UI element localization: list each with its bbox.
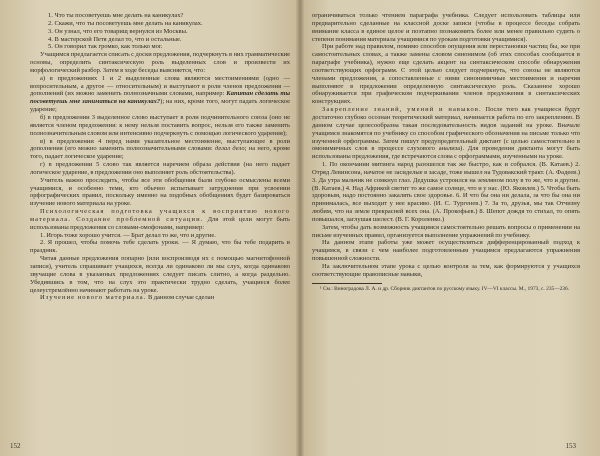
paragraph: При работе над правилом, помимо способов опущения или перестановки частиц бы, же при самостоятельных словах, а также замены словом синонимом (об этих способах сообщается в параграфе учебника), нужно еще сделать акцент на синтаксическом способе обнаружения соответствующих орфограмм. С этой целью следует подчеркнуть, что союзы не являются членами предложения, а сопоставленные с ними синонимичные местоимения и наречия выполняют в предложении определенную синтаксическую роль. Сказанное хорошо обнаруживается при графическом подчеркивании членов предложения в синтаксических конструкциях.: [312, 43, 580, 106]
list-item: 3. Он узнал, что его товарищ вернулся из Москвы.: [48, 27, 188, 35]
paragraph: Затем, чтобы дать возможность учащимся самостоятельно решать вопросы о применении на письме изученных правил, организуется выполнение упражнений по учебнику.: [312, 223, 580, 239]
footnote-divider: [312, 283, 382, 284]
book-gutter: [296, 0, 304, 456]
list-item: 4. В мастерской Петя делал то, что и остальные.: [48, 35, 182, 43]
paragraph: Учащимся предлагается списать с доски предложения, подчеркнуть в них грамматические основы, определить синтаксическую роль выделенных слов и произвести их морфологический разбор. Затем в ходе беседы выясняется, что:: [30, 51, 290, 74]
list-item: 2. Скажи, что ты посоветуешь мне делать на каникулах.: [48, 19, 203, 27]
example-sentence: 2. Я прошел, чтобы помочь тебе сделать уроки. — Я думаю, что бы тебе подарить в праздник.: [30, 239, 290, 255]
page-number: 152: [10, 442, 21, 450]
dictation-text: 1. По окончании митинга народ разошелся так же быстро, как и собрался. (В. Катаев.) 2. Отряд Левинсона, начатое не засиделые в засаде, тоже вышел на Тудовакский тракт. (А. Фадеев.) 3. Да утра мальчик не сомкнул глаз. Дедушка устроился на земляном полу в то же, что и другие. (В. Катаев.) 4. Над Африкой светит то же самое солнце, что и у нас. (Ю. Яковлев.) 5. Чтобы быть здоровым, надо постоянно закалять свое здоровье. 6. И что бы она ни делала, за что бы она ни принималась, все выходит у нее красиво. (И. С. Тургенев.) 7. За то, друзья, мы так Отчизну любим, что на земле прекрасней всех она. (А. Прокофьев.) 8. Шепот дождя то стихал, то опять повышался, заглушая шелест. (В. Г. Короленко.): [312, 161, 580, 223]
example-sentence: 1. Игорь тоже хорошо учится. — Брат делал то же, что и другие.: [40, 231, 216, 239]
paragraph-text: После того как учащиеся будут достаточно глубоко осознан теоретический материал, начинается работа по его закреплению. В данном случае целесообразна такая последовательность видов заданий на уроке. Вначале учащимся знакомятся по учебнику со способом графического обозначения на письме только что изученной орфограммы. Затем пишут предупредительный диктант (с целью самостоятельно в омонимичных слов в процессе слухового анализа). Для проведения диктанта могут быть использованы предложения, где встречаются слова с орфограммами, изученными на уроке.: [312, 106, 580, 161]
example-phrase: делал дело: [215, 145, 245, 153]
paragraph-text: а) в предложениях 1 и 2 выделенные слова являются местоимениями (одно — вопросительным, а другое — относительным) и выступают в роли членов предложения — дополнений (их можно заменить полнозначными словами, например:: [30, 74, 290, 98]
list-item: 5. Он говорил так громко, как только мог.: [48, 43, 163, 51]
footnote: ¹ См.: Виноградова Л. А. и др. Сборник диктантов по русскому языку. IV—VI классы. М., 1973, с. 235—236.: [320, 285, 570, 292]
paragraph-text: ); на них, кроме того, могут падать логическое ударение;: [30, 98, 290, 114]
paragraph-text: ; на него, кроме того, падает логическое ударение;: [30, 145, 290, 161]
paragraph: [30, 138, 290, 162]
paragraph: [312, 106, 580, 161]
paragraph: Учитель важно проследить, чтобы все эти обобщения были глубоко осмыслены всеми учащимися, и особенно теми, кто обычно испытывает затруднения при усвоении орфографических правил, поскольку именно на подобных обобщениях будет базироваться изучение нового материала на уроке.: [30, 176, 290, 208]
section-heading: Психологическая подготовка учащихся к восприятию нового материала. Создание проблемной ситуации.: [30, 208, 290, 223]
paragraph: б) в предложении 3 выделенное слово выступает в роли подчинительного союза (оно не является членом предложения: к нему нельзя поставить вопрос, нельзя его также заменить полнозначительным словом или интенсивно подчеркнуть с помощью логического ударения);: [30, 113, 290, 137]
paragraph-text: В данном случае сделан: [147, 294, 215, 302]
paragraph: [30, 294, 290, 302]
section-heading: Изучение нового материала.: [40, 294, 147, 302]
question-list: [30, 12, 290, 51]
example-phrase: Капитан сделать ты посоветуешь мне заниматься на каникулах?: [30, 90, 290, 106]
paragraph: Читая данные предложения попарно (или воспроизводя их с помощью магнитофонной записи), учитель спрашивает учащихся, всегда ли одинаково ли мы слух, когда одинаково звучащие слова в указанных предложениях следует писать слитно, а когда раздельно. Убедившись в том, что на слух это практически трудно сделать, учащиеся более целеустремлённо начинают работать на уроке.: [30, 255, 290, 294]
paragraph-text: в) в предложении 4 перед нами указательное местоимение, выступающее в роли дополнения (его можно заменить полнозначительными словами:: [30, 137, 290, 153]
section-heading: Закрепление знаний, умений и навыков.: [322, 106, 482, 114]
paragraph-text: Для этой цели могут быть использованы предложения со словами-омофонами, например:: [30, 215, 290, 231]
right-page: [300, 0, 600, 456]
paragraph: ограничиваться только чтением параграфа учебника. Следует использовать таблицы или предварительно сделанные на классной доске записи (чтобы в процессе беседы собрать внимание класса в единое целое и поэтапно познакомить более или менее правильно судить о степени понимания материала учащимися по урокам подготовки учащимися).: [312, 12, 580, 43]
paragraph: [30, 208, 290, 232]
paragraph: г) в предложении 5 слово так является наречием образа действия (на него падает логическое ударение, в предложении оно выполняет роль обстоятельства).: [30, 161, 290, 176]
paragraph: [30, 75, 290, 114]
paragraph: На данном этапе работы уже может осуществляться дифференцированный подход к учащимся, в связи с чем наиболее подготовленным учащимся предлагаются упражнения повышенной сложности.: [312, 239, 580, 263]
list-item: 1. Что ты посоветуешь мне делать на каникулах?: [48, 12, 184, 19]
paragraph: На заключительном этапе урока с целью контроля за тем, как формируются у учащихся соответствующие правописные навыки,: [312, 263, 580, 278]
page-number: 153: [565, 442, 576, 450]
